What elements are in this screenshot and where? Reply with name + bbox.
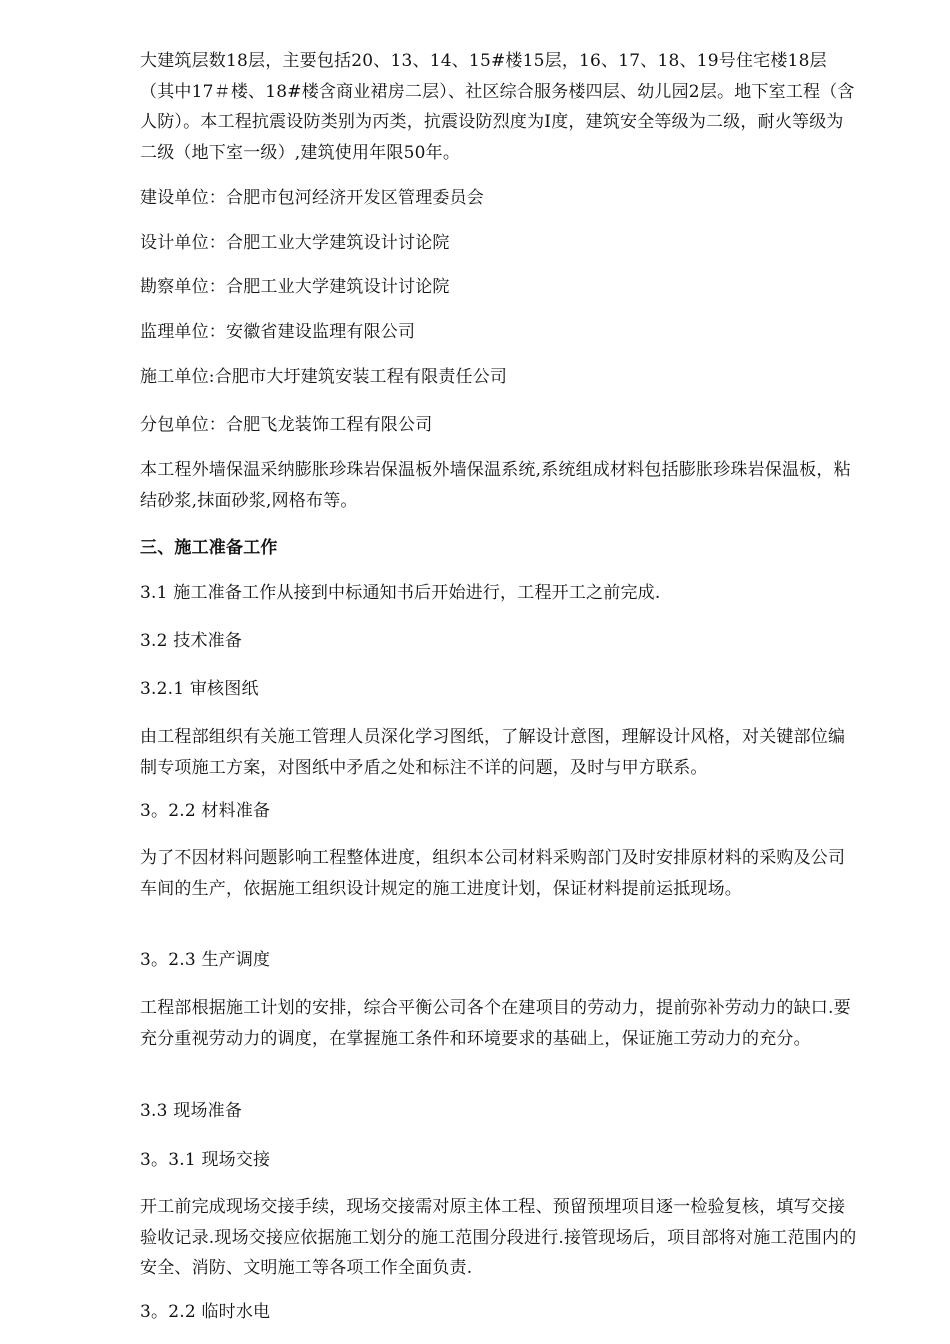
section-3-2-3-paragraph: 工程部根据施工计划的安排，综合平衡公司各个在建项目的劳动力，提前弥补劳动力的缺口.要充分重视劳动力的调度，在掌握施工条件和环境要求的基础上，保证施工劳动力的充分。 [140,998,851,1049]
section-3-2-heading: 3.2 技术准备 [140,631,243,651]
section-3-2-2-paragraph: 为了不因材料问题影响工程整体进度，组织本公司材料采购部门及时安排原材料的采购及公司车间的生产，依据施工组织设计规定的施工进度计划，保证材料提前运抵现场。 [140,848,846,899]
design-unit-line: 设计单位：合肥工业大学建筑设计讨论院 [140,233,450,253]
section-3-1-paragraph: 3.1 施工准备工作从接到中标通知书后开始进行，工程开工之前完成. [140,583,661,603]
subcontractor-unit-line: 分包单位：合肥飞龙装饰工程有限公司 [140,415,433,435]
construction-unit-line: 建设单位：合肥市包河经济开发区管理委员会 [140,188,484,208]
section-3-2-3-heading: 3。2.3 生产调度 [140,950,271,970]
section-3-2-1-heading: 3.2.1 审核图纸 [140,679,259,699]
section-3-2-1-paragraph: 由工程部组织有关施工管理人员深化学习图纸，了解设计意图，理解设计风格，对关键部位编制专项施工方案，对图纸中矛盾之处和标注不详的问题，及时与甲方联系。 [140,727,846,778]
section-3-3-heading: 3.3 现场准备 [140,1101,243,1121]
survey-unit-line: 勘察单位：合肥工业大学建筑设计讨论院 [140,277,450,297]
supervision-unit-line: 监理单位：安徽省建设监理有限公司 [140,322,416,342]
section-3-heading: 三、施工准备工作 [140,538,278,558]
section-3-2-2-heading: 3。2.2 材料准备 [140,801,271,821]
section-temporary-utilities-heading: 3。2.2 临时水电 [140,1302,271,1322]
contractor-unit-line: 施工单位:合肥市大圩建筑安装工程有限责任公司 [140,367,508,387]
section-3-3-1-heading: 3。3.1 现场交接 [140,1150,271,1170]
section-3-3-1-paragraph: 开工前完成现场交接手续，现场交接需对原主体工程、预留预埋项目逐一检验复核，填写交接验收记录.现场交接应依据施工划分的施工范围分段进行.接管现场后，项目部将对施工范围内的安全、消防、文明施工等各项工作全面负责. [140,1197,857,1278]
insulation-system-paragraph: 本工程外墙保温采纳膨胀珍珠岩保温板外墙保温系统,系统组成材料包括膨胀珍珠岩保温板，粘结砂浆,抹面砂浆,网格布等。 [140,460,851,511]
project-overview-paragraph: 大建筑层数18层，主要包括20、13、14、15#楼15层，16、17、18、19号住宅楼18层（其中17＃楼、18#楼含商业裙房二层）、社区综合服务楼四层、幼儿园2层。地下室工程（含人防）。本工程抗震设防类别为丙类，抗震设防烈度为Ⅰ度，建筑安全等级为二级，耐火等级为二级（地下室一级）,建筑使用年限50年。 [140,51,855,163]
